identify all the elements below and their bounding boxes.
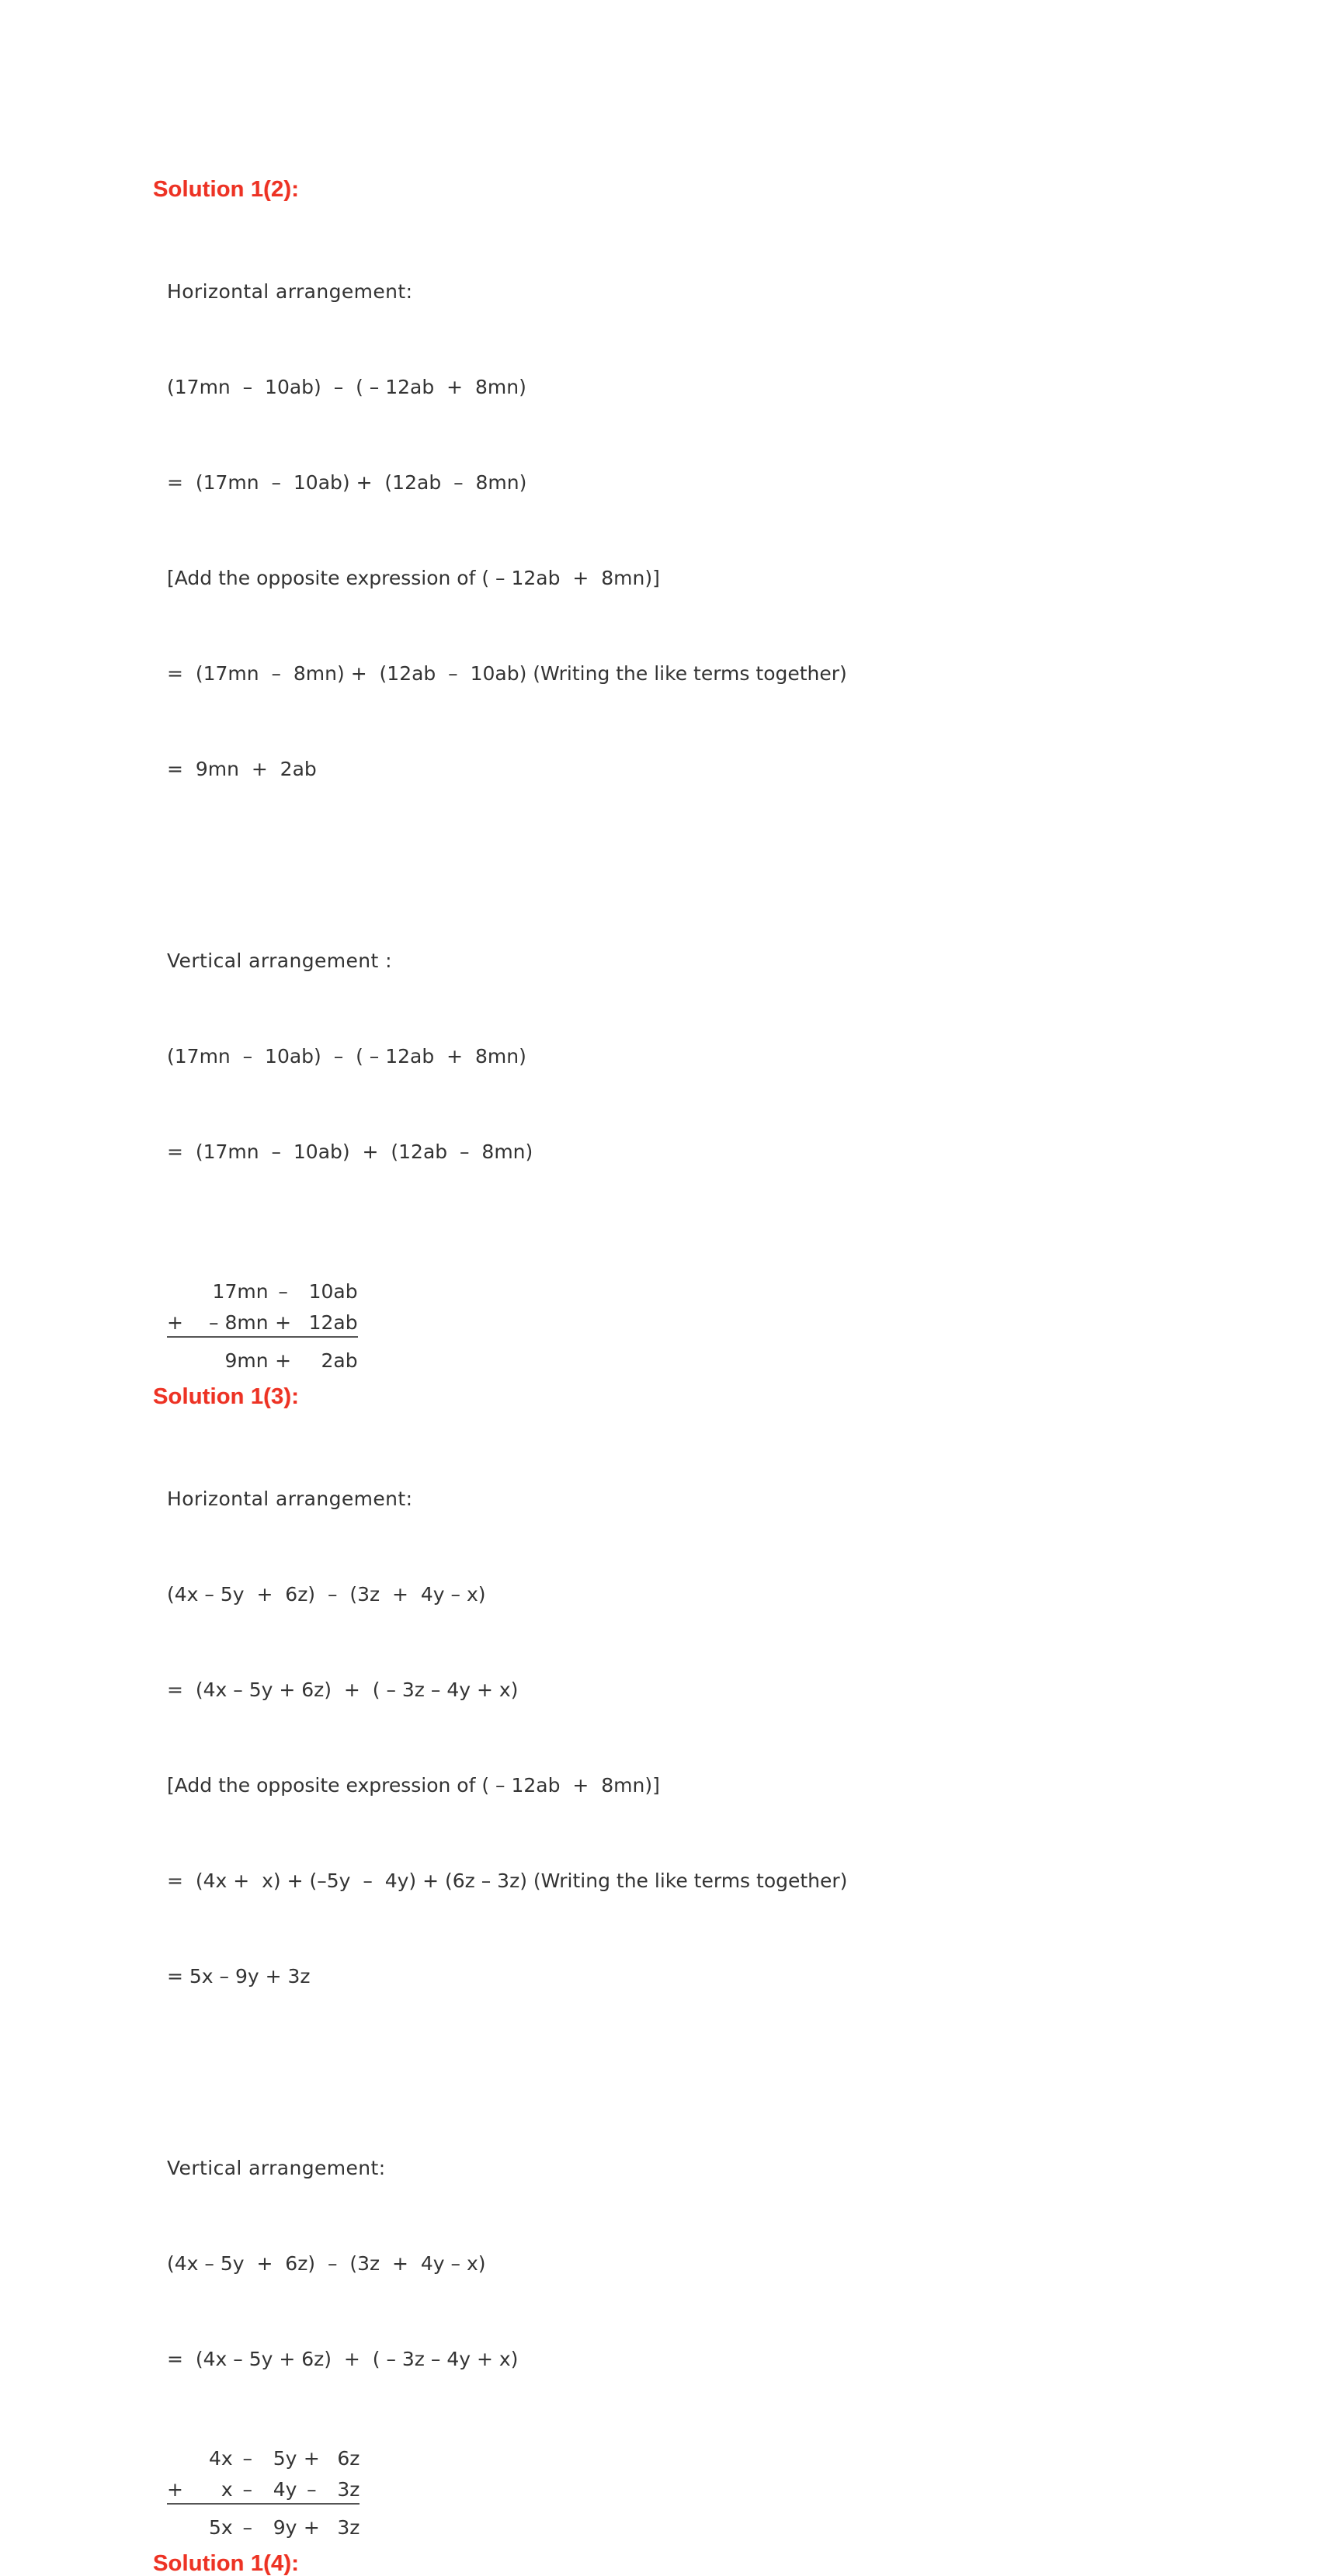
solution-1-3-vertical-block <box>167 2088 1162 2439</box>
horizontal-arrangement-label: Horizontal arrangement: <box>167 1488 413 1510</box>
column-sum-sign: + <box>303 2447 320 2470</box>
column-sum-sign: – <box>278 1280 288 1303</box>
section-heading-solution-1-4: Solution 1(4): <box>153 2551 300 2576</box>
column-sum-sign: + <box>269 1303 298 1337</box>
column-sum-term: 10ab <box>308 1280 358 1303</box>
column-sum-term: – 8mn <box>198 1303 269 1337</box>
math-line: (4x – 5y + 6z) – (3z + 4y – x) <box>167 2252 486 2275</box>
column-sum-row <box>167 1303 358 1337</box>
math-line: = 9mn + 2ab <box>167 758 317 780</box>
column-sum-operator <box>167 1337 198 1372</box>
math-line: = (4x + x) + (–5y – 4y) + (6z – 3z) (Writing the like terms together) <box>167 1870 848 1892</box>
solution-1-2-column-sum <box>167 1272 358 1372</box>
horizontal-arrangement-label: Horizontal arrangement: <box>167 280 413 303</box>
math-note-line: [Add the opposite expression of ( – 12ab + 8mn)] <box>167 567 660 589</box>
document-content <box>153 179 1162 2575</box>
column-sum-result-row <box>167 2504 360 2539</box>
math-line: = (17mn – 8mn) + (12ab – 10ab) (Writing the like terms together) <box>167 662 847 685</box>
column-sum-term: 17mn <box>212 1280 269 1303</box>
column-sum-result-term: 3z <box>337 2516 360 2539</box>
spacer <box>153 1231 1162 1272</box>
vertical-arrangement-label: Vertical arrangement : <box>167 950 392 972</box>
section-heading-solution-1-3: Solution 1(3): <box>153 1384 300 1409</box>
solution-1-3-horizontal-block <box>167 1419 1162 2056</box>
column-sum-result-row <box>167 1337 358 1372</box>
column-sum-operator <box>167 2439 198 2470</box>
spacer <box>153 2056 1162 2088</box>
column-sum-result-term: 2ab <box>321 1349 358 1372</box>
spacer <box>153 201 1162 212</box>
math-line: = (4x – 5y + 6z) + ( – 3z – 4y + x) <box>167 2348 519 2370</box>
column-sum-row <box>167 2439 360 2470</box>
column-sum-result-sign: + <box>275 1349 292 1372</box>
column-sum-term: x <box>198 2470 233 2504</box>
column-sum-sign: – <box>233 2470 262 2504</box>
column-sum-term: 12ab <box>298 1303 358 1337</box>
spacer <box>153 849 1162 881</box>
column-sum-row <box>167 2470 360 2504</box>
math-line: = (4x – 5y + 6z) + ( – 3z – 4y + x) <box>167 1679 519 1701</box>
solution-1-2-vertical-block <box>167 881 1162 1231</box>
spacer <box>153 1375 1162 1386</box>
math-line: (17mn – 10ab) – ( – 12ab + 8mn) <box>167 1045 526 1068</box>
solution-1-3-column-sum <box>167 2439 360 2539</box>
column-sum-result-term: 9y <box>273 2516 297 2539</box>
column-sum-operator <box>167 2504 198 2539</box>
section-heading-solution-1-2: Solution 1(2): <box>153 177 300 202</box>
spacer <box>153 1408 1162 1419</box>
column-sum-operator <box>167 1272 198 1303</box>
math-line: (4x – 5y + 6z) – (3z + 4y – x) <box>167 1583 486 1606</box>
column-sum-result-term: 9mn <box>224 1349 269 1372</box>
math-line: = (17mn – 10ab) + (12ab – 8mn) <box>167 1140 533 1163</box>
column-sum-term: 6z <box>337 2447 360 2470</box>
column-sum-operator: + <box>167 1303 198 1337</box>
column-sum-sign: – <box>242 2447 252 2470</box>
vertical-arrangement-label: Vertical arrangement: <box>167 2157 386 2179</box>
column-sum-term: 4x <box>209 2447 233 2470</box>
column-sum-result-sign: – <box>242 2516 252 2539</box>
column-sum-term: 5y <box>273 2447 297 2470</box>
math-line: (17mn – 10ab) – ( – 12ab + 8mn) <box>167 376 526 398</box>
math-note-line: [Add the opposite expression of ( – 12ab + 8mn)] <box>167 1774 660 1797</box>
math-line: = (17mn – 10ab) + (12ab – 8mn) <box>167 471 527 494</box>
spacer <box>153 2542 1162 2553</box>
column-sum-operator: + <box>167 2470 198 2504</box>
column-sum-sign: – <box>297 2470 326 2504</box>
column-sum-row <box>167 1272 358 1303</box>
math-line: = 5x – 9y + 3z <box>167 1965 311 1988</box>
column-sum-result-term: 5x <box>209 2516 233 2539</box>
column-sum-term: 4y <box>262 2470 297 2504</box>
column-sum-term: 3z <box>326 2470 360 2504</box>
solution-1-2-horizontal-block <box>167 212 1162 849</box>
column-sum-result-sign: + <box>303 2516 320 2539</box>
